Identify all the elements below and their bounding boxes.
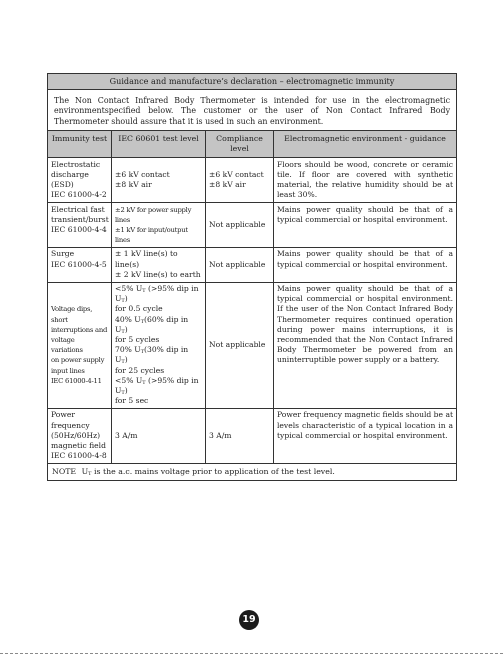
table-title-row — [48, 74, 457, 90]
subscript-t: T — [142, 288, 146, 295]
cell-line: Electrostatic — [51, 159, 101, 169]
dip-duration-line: for 5 cycles — [115, 335, 160, 345]
cell-line: voltage variations — [51, 336, 83, 355]
intro-row — [48, 90, 457, 131]
cell-line: on power supply — [51, 356, 105, 365]
dip-duration-line: for 25 cycles — [115, 365, 165, 375]
subscript-t: T — [140, 318, 145, 325]
cell-line: ± 2 kV line(s) to earth — [115, 269, 201, 279]
dip-text: ) — [124, 294, 128, 304]
intro-text: The Non Contact Infrared Body Thermometer is intended for use in the electromagnetic environmentspecified below. The customer or the user of Non Contact Infrared Body Thermometer should assure that it is used in such an environment. — [48, 90, 457, 131]
cell-line: Surge — [51, 249, 75, 259]
dip-level-line — [115, 315, 202, 335]
cell-guidance-eft: Mains power quality should be that of a typical commercial or hospital environment. — [274, 203, 457, 248]
cell-test-eft — [48, 203, 112, 248]
dip-duration-line: for 0.5 cycle — [115, 304, 163, 314]
note-text: is the a.c. mains voltage prior to application of the test level. — [91, 466, 335, 476]
header-immunity-test: Immunity test — [48, 130, 112, 157]
page-number: 19 — [239, 610, 259, 630]
cell-line: interruptions and — [51, 325, 108, 334]
note-row — [48, 463, 457, 480]
table-note — [48, 463, 457, 480]
header-compliance-level: Compliance level — [206, 130, 274, 157]
cell-compliance-surge: Not applicable — [206, 247, 274, 282]
cell-line: Voltage dips, short — [51, 305, 93, 324]
cell-line: IEC 61000-4-5 — [51, 259, 107, 269]
cell-test-surge — [48, 247, 112, 282]
dip-text: (>95% dip in U — [115, 375, 199, 396]
cell-line: IEC 61000-4-2 — [51, 190, 107, 200]
cell-compliance-esd — [206, 158, 274, 203]
cell-line: magnetic field — [51, 441, 106, 451]
cell-line: Electrical fast — [51, 204, 105, 214]
cell-test-esd — [48, 158, 112, 203]
cell-line: ± 1 kV line(s) to line(s) — [115, 249, 178, 269]
dip-text: ) — [124, 355, 128, 365]
cell-level-eft — [112, 203, 206, 248]
cell-guidance-esd: Floors should be wood, concrete or ceramic tile. If floor are covered with synthetic material, the relative humidity should be at least 30%. — [274, 158, 457, 203]
dip-duration-line: for 5 sec — [115, 396, 149, 406]
cell-line: ±8 kV air — [209, 180, 246, 190]
emc-immunity-table — [47, 73, 457, 481]
dip-text: (60% dip in U — [115, 314, 189, 334]
subscript-t: T — [142, 379, 146, 386]
cell-test-power-frequency — [48, 408, 112, 463]
dip-level-line — [115, 284, 202, 304]
cell-level-surge — [112, 247, 206, 282]
subscript-t: T — [121, 328, 125, 335]
subscript-t: T — [121, 390, 125, 397]
cell-level-esd — [112, 158, 206, 203]
table-row-eft — [48, 203, 457, 248]
subscript-t: T — [121, 298, 125, 305]
dip-text: 70% U — [115, 345, 141, 355]
cell-line: ±2 kV for power supply lines — [115, 205, 192, 224]
dip-text: (30% dip in U — [115, 345, 189, 365]
table-row-esd — [48, 158, 457, 203]
cell-line: input lines — [51, 366, 85, 375]
cell-compliance-eft: Not applicable — [206, 203, 274, 248]
subscript-t: T — [121, 359, 125, 366]
cell-line: ±1 kV for input/output lines — [115, 226, 188, 245]
cell-line: IEC 61000-4-11 — [51, 376, 102, 385]
cell-guidance-power-frequency: Power frequency magnetic fields should be at levels characteristic of a typical location in a typical commercial or hospital environment. — [274, 408, 457, 463]
cell-compliance-voltage-dips: Not applicable — [206, 282, 274, 408]
subscript-t: T — [140, 349, 145, 356]
cell-level-power-frequency: 3 A/m — [112, 408, 206, 463]
cell-line: (50Hz/60Hz) — [51, 430, 101, 440]
table-row-voltage-dips — [48, 282, 457, 408]
cell-line: discharge (ESD) — [51, 170, 89, 190]
cell-line: ±6 kV contact — [115, 170, 170, 179]
cell-guidance-voltage-dips: Mains power quality should be that of a typical commercial or hospital environment. If the user of the Non Contact Infrared Body Thermometer requires continued operation during power mains interruptions, it is recommended that the Non Contact Infrared Body Thermometer be powered from an uninterruptible power supply or a battery. — [274, 282, 457, 408]
note-u: U — [81, 466, 89, 476]
note-label: NOTE — [52, 466, 77, 476]
cell-line: transient/burst — [51, 214, 109, 224]
cell-guidance-surge: Mains power quality should be that of a typical commercial or hospital environment. — [274, 247, 457, 282]
header-test-level: IEC 60601 test level — [112, 130, 206, 157]
page-bottom-rule — [0, 653, 503, 654]
cell-line: ±8 kV air — [115, 180, 152, 190]
dip-text: <5% U — [115, 284, 143, 294]
table-row-power-frequency — [48, 408, 457, 463]
subscript-t: T — [88, 470, 92, 477]
dip-text: ) — [124, 386, 128, 396]
cell-line: IEC 61000-4-8 — [51, 451, 107, 461]
cell-test-voltage-dips — [48, 282, 112, 408]
cell-compliance-power-frequency: 3 A/m — [206, 408, 274, 463]
cell-level-voltage-dips — [112, 282, 206, 408]
dip-text: (>95% dip in U — [115, 284, 199, 304]
cell-line: Power frequency — [51, 410, 90, 430]
dip-level-line — [115, 376, 202, 396]
table-title: Guidance and manufacture’s declaration – electromagnetic immunity — [48, 74, 457, 90]
header-guidance: Electromagnetic environment - guidance — [274, 130, 457, 157]
dip-text: ) — [124, 324, 128, 334]
cell-line: ±6 kV contact — [209, 170, 264, 179]
dip-level-line — [115, 345, 202, 365]
header-row — [48, 130, 457, 157]
dip-text: 40% U — [115, 314, 141, 324]
dip-text: <5% U — [115, 375, 143, 385]
table-row-surge — [48, 247, 457, 282]
cell-line: IEC 61000-4-4 — [51, 225, 107, 235]
